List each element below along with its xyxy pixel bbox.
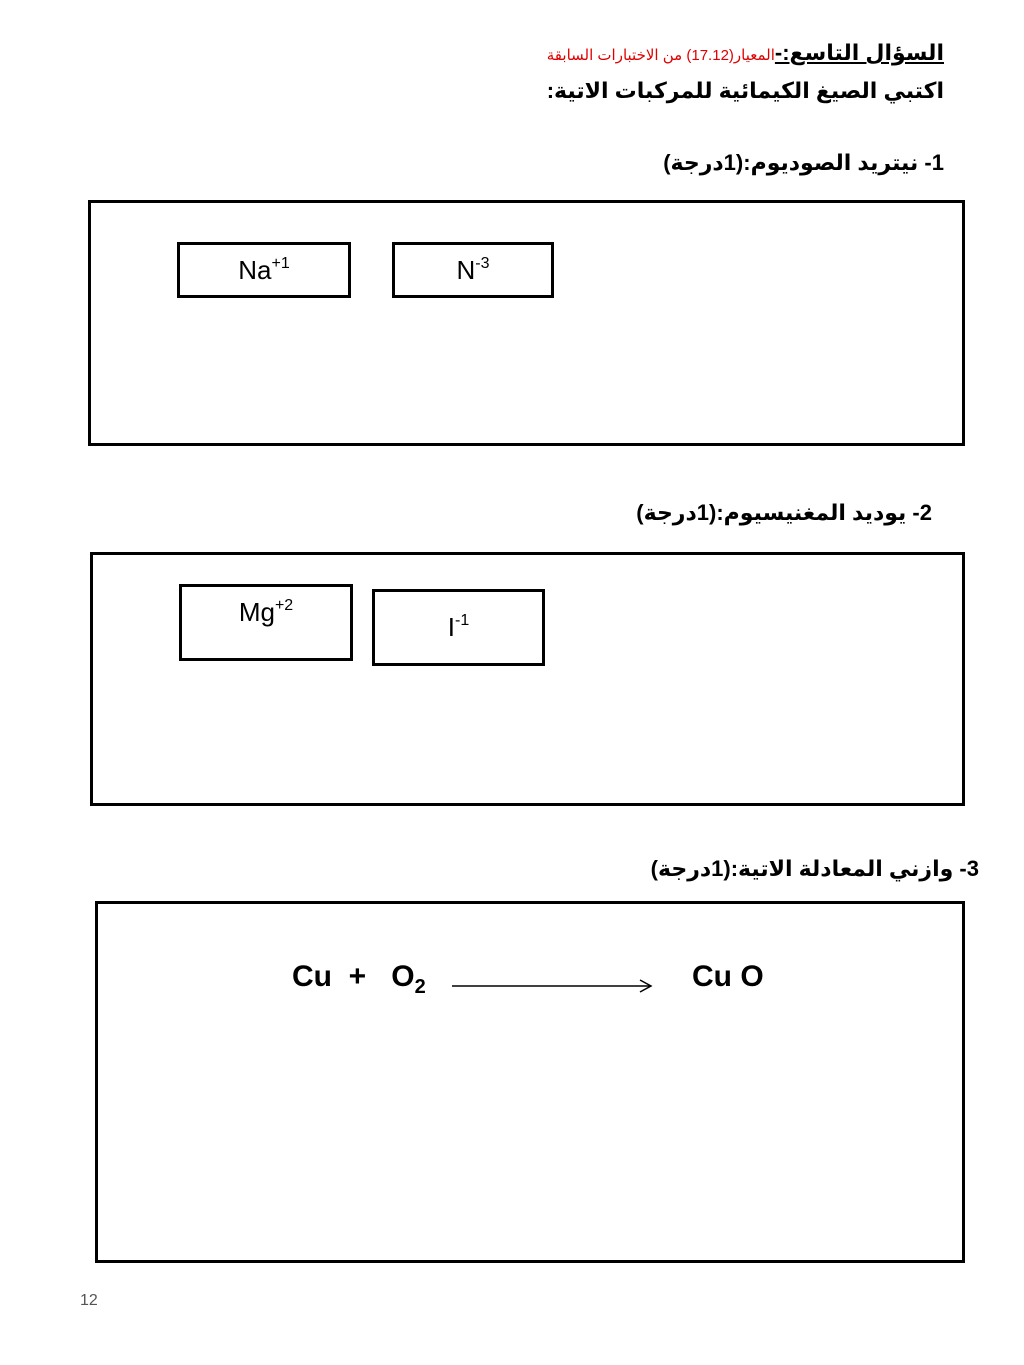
reactant-oxygen: O [391,960,415,993]
plus-sign: + [348,960,367,993]
answer-box-1[interactable] [88,200,965,446]
reactant-copper: Cu [292,960,332,993]
question-instruction: اكتبي الصيغ الكيمائية للمركبات الاتية: [546,78,944,103]
question-title [547,40,944,66]
ion-charge: -3 [475,255,490,272]
ion-card-nitrogen [392,242,554,298]
ion-card-magnesium [179,584,353,661]
ion-symbol: I [447,612,455,642]
standard-note: المعيار(17.12) من الاختبارات السابقة [546,47,775,64]
answer-box-3[interactable] [95,901,965,1263]
page-number: 12 [80,1292,98,1309]
equation-product: Cu O [692,960,764,993]
ion-symbol: Mg [238,597,275,627]
item-1-label: 1- نيتريد الصوديوم:(1درجة) [663,150,944,175]
ion-charge: -1 [455,612,470,629]
ion-card-iodine [372,589,545,666]
ion-symbol: Na [238,255,272,285]
question-label: السؤال التاسع:- [774,40,944,65]
item-2-label: 2- يوديد المغنيسيوم:(1درجة) [636,500,932,525]
equation-reactants [292,960,426,999]
item-3-label: 3- وازني المعادلة الاتية:(1درجة) [650,856,979,881]
ion-charge: +1 [271,255,290,272]
reaction-arrow-icon [452,976,656,996]
oxygen-subscript: 2 [414,976,426,998]
ion-charge: +2 [274,597,294,614]
ion-symbol: N [456,255,476,285]
ion-card-sodium [177,242,351,298]
